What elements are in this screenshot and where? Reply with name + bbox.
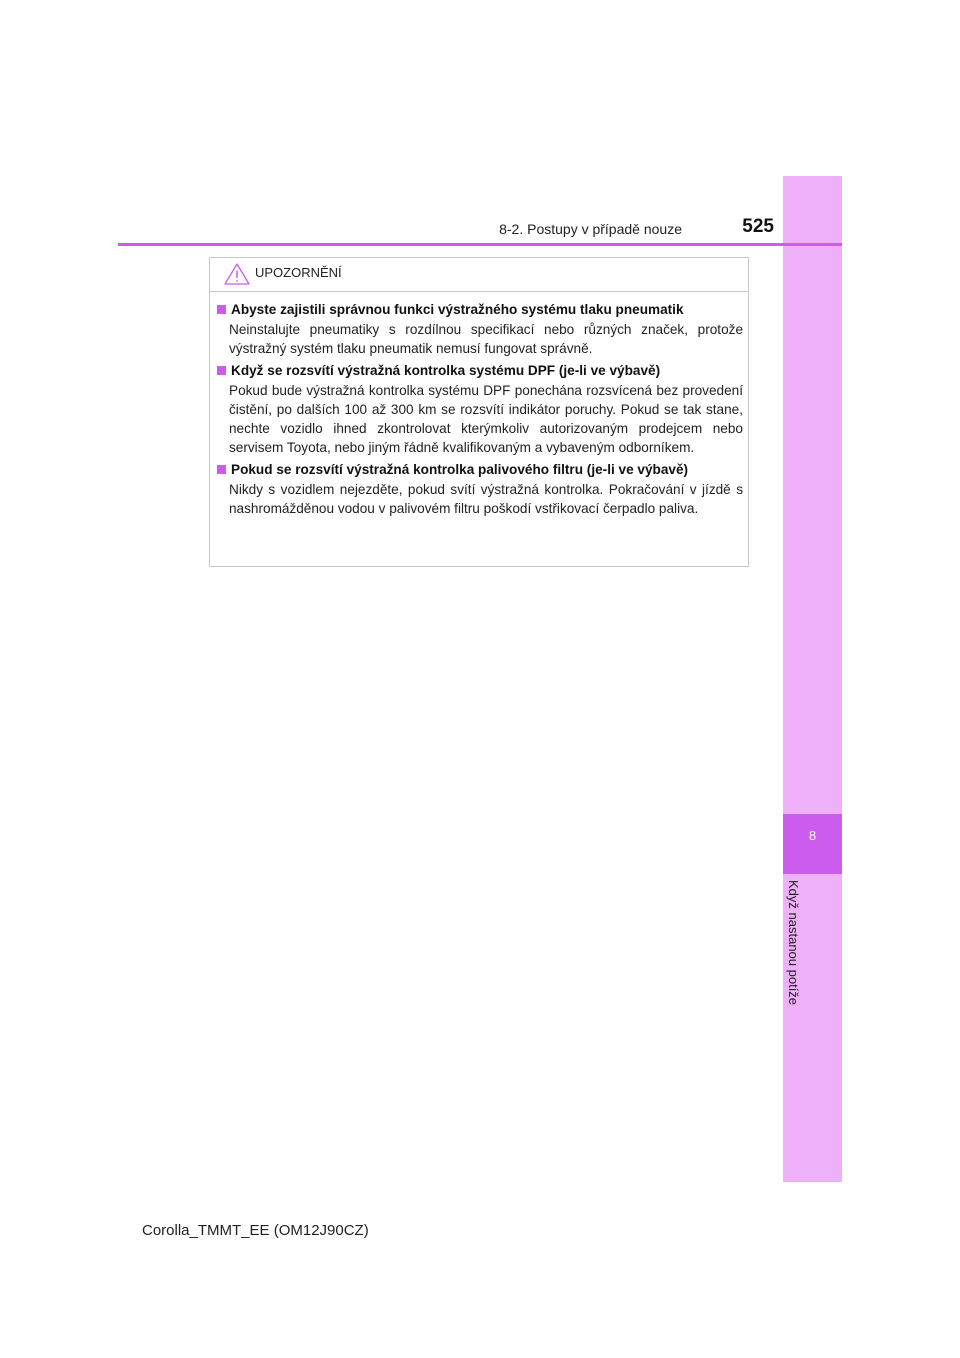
warning-item [217, 361, 743, 457]
warning-box [209, 257, 749, 567]
warning-header [210, 258, 748, 292]
square-bullet-icon [217, 366, 226, 375]
chapter-title: Když nastanou potíže [786, 880, 801, 1006]
warning-item-text: Pokud bude výstražná kontrolka systému DPF ponechána rozsvícená bez provedení čistění, po dalších 100 až 300 km se rozsvítí indikátor poruchy. Pokud se tak stane, nechte vozidlo ihned zkontrolovat kterýmkoliv autorizovaným prodejcem nebo servisem Toyota, nebo jiným řádně kvalifikovaným a vybaveným odborníkem. [229, 383, 743, 455]
footer-model-code: Corolla_TMMT_EE (OM12J90CZ) [142, 1222, 369, 1239]
square-bullet-icon [217, 465, 226, 474]
chapter-number-tab [783, 814, 842, 874]
warning-item-text: Neinstalujte pneumatiky s rozdílnou specifikací nebo různých značek, protože výstražný systém tlaku pneumatik nemusí fungovat správně. [229, 322, 743, 356]
warning-item [217, 460, 743, 518]
warning-item-heading [217, 300, 743, 320]
warning-item-heading [217, 361, 743, 381]
square-bullet-icon [217, 305, 226, 314]
warning-body [217, 300, 743, 521]
chapter-side-tab [783, 176, 842, 1182]
warning-item-heading [217, 460, 743, 480]
header-divider [118, 243, 842, 246]
warning-item-text: Nikdy s vozidlem nejezděte, pokud svítí výstražná kontrolka. Pokračování v jízdě s nashromážděnou vodou v palivovém filtru poškodí vstřikovací čerpadlo paliva. [229, 482, 743, 516]
chapter-number: 8 [808, 828, 817, 843]
section-title: 8-2. Postupy v případě nouze [499, 221, 682, 237]
warning-item-heading-text: Abyste zajistili správnou funkci výstražného systému tlaku pneumatik [231, 302, 684, 317]
warning-item-heading-text: Když se rozsvítí výstražná kontrolka systému DPF (je-li ve výbavě) [231, 363, 661, 378]
warning-item [217, 300, 743, 358]
page-number: 525 [742, 216, 774, 237]
warning-title: UPOZORNĚNÍ [255, 265, 342, 280]
warning-item-heading-text: Pokud se rozsvítí výstražná kontrolka palivového filtru (je-li ve výbavě) [231, 462, 689, 477]
warning-triangle-icon [224, 263, 250, 285]
